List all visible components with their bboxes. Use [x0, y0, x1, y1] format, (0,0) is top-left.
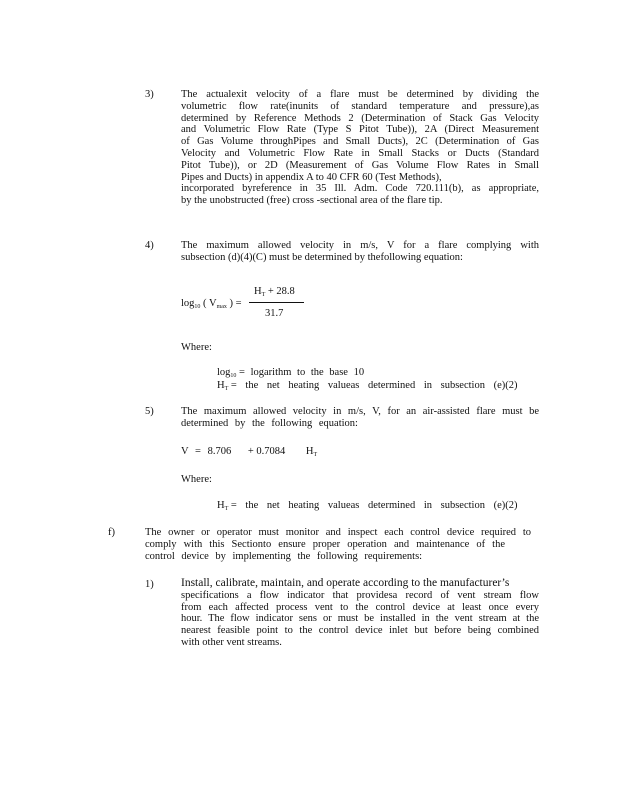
where-label-5: Where:: [181, 474, 212, 485]
item-number-f1: 1): [145, 579, 154, 590]
equals-text: =: [195, 446, 201, 457]
h-subscript: T: [313, 452, 318, 458]
definition-text: = logarithm to the base 10: [239, 367, 365, 378]
text-line: determined by Reference Methods 2 (Determination of Stack Gas Velocity: [181, 112, 539, 124]
paragraph-item-5: [181, 406, 539, 430]
equation-denominator: 31.7: [265, 308, 284, 319]
paragraph-item-f: [145, 527, 531, 562]
term-subscript: T: [224, 506, 229, 512]
text-line: The owner or operator must monitor and inspect each control device required to: [145, 527, 531, 538]
text-line: Pipes and Ducts) in appendix A to 40 CFR 60 (Test Methods),: [181, 171, 442, 183]
text-line: and Volumetric Flow Rate (Type S Pitot Tube)), 2A (Direct Measurement: [181, 124, 539, 136]
item-number-5: 5): [145, 406, 154, 417]
h-text: H: [254, 286, 262, 297]
log-text: log: [181, 298, 195, 309]
coefficient-text: + 0.7084: [247, 446, 286, 457]
item-number-f: f): [108, 527, 115, 538]
term-text: H: [217, 380, 225, 391]
v-text: V: [181, 446, 189, 457]
item-number-3: 3): [145, 89, 154, 100]
paragraph-item-3: [181, 89, 539, 207]
where-label-4: Where:: [181, 342, 212, 353]
text-line: Pitot Tube)), or 2D (Measurement of Gas Volume Flow Rates in Small: [181, 159, 539, 171]
numerator-rest: + 28.8: [267, 286, 295, 297]
paragraph-item-4: [181, 240, 539, 264]
text-line: by the unobstructed (free) cross -sectional area of the flare tip.: [181, 195, 443, 207]
fraction-bar: [249, 302, 304, 303]
term-subscript: 10: [230, 373, 237, 379]
text-line: with other vent streams.: [181, 636, 282, 648]
text-line: nearest feasible point to the control device inlet but before being combined: [181, 625, 539, 637]
text-line: incorporated byreference in 35 Ill. Adm. Code 720.111(b), as appropriate,: [181, 183, 539, 195]
item-number-4: 4): [145, 240, 154, 251]
text-line: The maximum allowed velocity in m/s, V for a flare complying with: [181, 240, 539, 251]
h-subscript: T: [261, 292, 266, 298]
text-line: comply with this Sectionto ensure proper operation and maintenance of the: [145, 538, 505, 550]
text-line: from each affected process vent to the control device at least once every: [181, 601, 539, 613]
term-text: log: [217, 367, 231, 378]
term-subscript: T: [224, 386, 229, 392]
equation-2: [181, 446, 317, 461]
text-line: Velocity and Volumetric Flow Rate in Small Stacks or Ducts (Standard: [181, 147, 539, 159]
constant-text: 8.706: [207, 446, 232, 457]
text-line: Install, calibrate, maintain, and operate according to the manufacturer’s: [181, 577, 510, 589]
definition-ht-2: [217, 500, 517, 515]
definition-ht: [217, 380, 517, 395]
text-line: hour. The flow indicator sens or must be installed in the vent stream at the: [181, 613, 539, 625]
text-line: volumetric flow rate(inunits of standard temperature and pressure),as: [181, 100, 539, 112]
equation-numerator: [254, 286, 295, 298]
text-line: The maximum allowed velocity in m/s, V, for an air-assisted flare must be: [181, 406, 539, 417]
equals-text: ) =: [229, 298, 242, 309]
equation-lhs: [181, 298, 242, 313]
paragraph-item-f1: [181, 578, 539, 649]
log-subscript: 10: [194, 304, 201, 310]
text-line: determined by the following equation:: [181, 417, 358, 429]
term-text: H: [217, 500, 225, 511]
text-line: specifications a flow indicator that providesa record of vent stream flow: [181, 589, 539, 601]
text-line: subsection (d)(4)(C) must be determined by thefollowing equation:: [181, 251, 463, 263]
definition-text: = the net heating valueas determined in subsection (e)(2): [230, 380, 518, 391]
v-text: ( V: [203, 298, 217, 309]
v-subscript: max: [216, 304, 227, 310]
h-text: H: [305, 446, 314, 457]
text-line: The actualexit velocity of a flare must be determined by dividing the: [181, 89, 539, 100]
text-line: of Gas Volume throughPipes and Small Ducts), 2C (Determination of Gas: [181, 136, 539, 148]
text-line: control device by implementing the following requirements:: [145, 550, 423, 562]
definition-text: = the net heating valueas determined in subsection (e)(2): [230, 500, 518, 511]
